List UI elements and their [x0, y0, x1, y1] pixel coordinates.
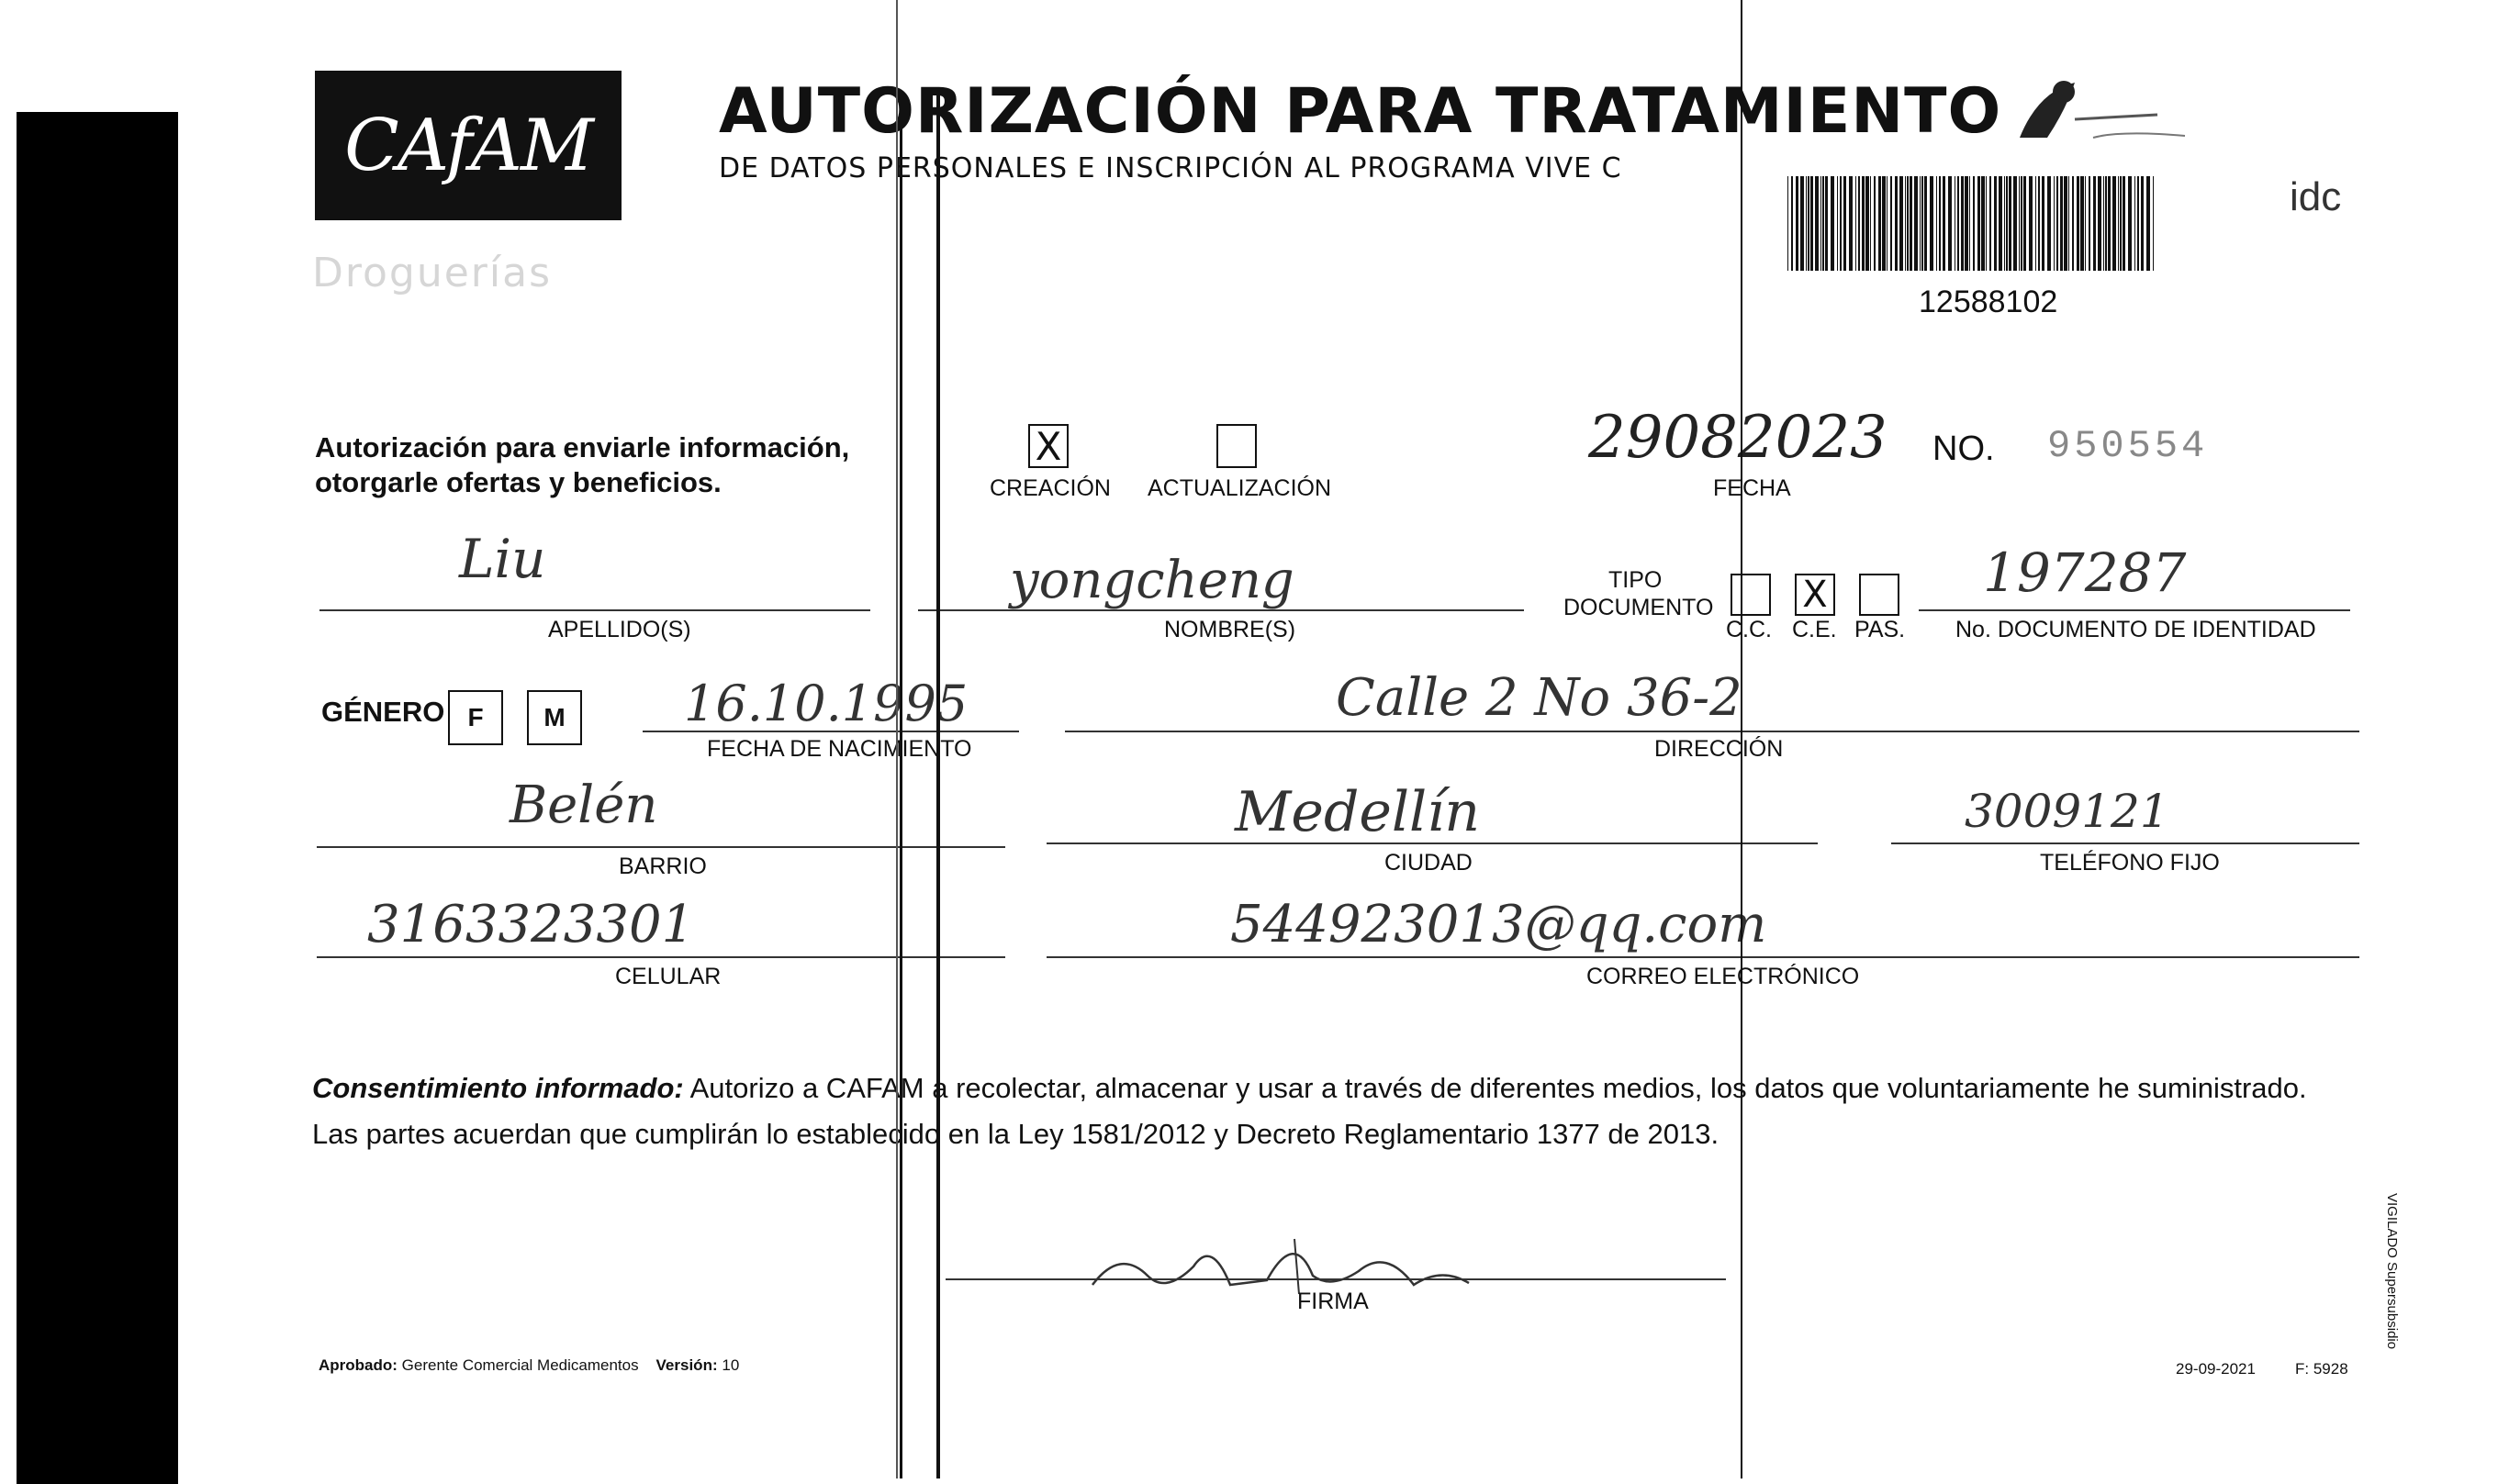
- barcode-bar: [2085, 176, 2086, 271]
- telefono-line: [1891, 842, 2359, 844]
- barcode-bar: [2118, 176, 2119, 271]
- barcode-bar: [1878, 176, 1881, 271]
- barcode-bar: [2009, 176, 2011, 271]
- barcode-bar: [1907, 176, 1909, 271]
- barcode-bar: [2021, 176, 2022, 271]
- barcode-bar: [1810, 176, 1813, 271]
- barcode-bar: [1994, 176, 1997, 271]
- barcode-bar: [2146, 176, 2150, 271]
- barcode-bar: [2068, 176, 2069, 271]
- barcode-bar: [2134, 176, 2135, 271]
- fecha-nacimiento-label: FECHA DE NACIMIENTO: [707, 736, 972, 762]
- barcode-bar: [2056, 176, 2058, 271]
- aprobado-label: Aprobado:: [319, 1356, 398, 1374]
- direccion-value[interactable]: Calle 2 No 36-2: [1336, 668, 1742, 728]
- ciudad-value[interactable]: Medellín: [1235, 780, 1481, 844]
- nombres-value[interactable]: yongcheng: [1010, 551, 1294, 610]
- barcode-bar: [1831, 176, 1834, 271]
- barcode-bar: [2077, 176, 2079, 271]
- telefono-label: TELÉFONO FIJO: [2040, 850, 2220, 876]
- barcode-bar: [1825, 176, 1828, 271]
- barcode-bar: [1930, 176, 1933, 271]
- footer-date: 29-09-2021: [2176, 1360, 2256, 1378]
- barcode-bar: [1815, 176, 1819, 271]
- consent-text-1: Autorizo a CAFAM a recolectar, almacenar y usar a través de diferentes medios, los datos que voluntariamente he suministrado.: [683, 1072, 2307, 1104]
- ce-checkbox[interactable]: [1795, 574, 1835, 616]
- barcode-bar: [2103, 176, 2104, 271]
- apellidos-value[interactable]: Liu: [459, 528, 546, 590]
- creacion-check-mark: X: [1035, 423, 1062, 469]
- correo-line: [1047, 956, 2359, 958]
- direccion-label: DIRECCIÓN: [1654, 736, 1784, 762]
- barcode-bar: [1796, 176, 1798, 271]
- documento-value[interactable]: 197287: [1983, 541, 2187, 604]
- ciudad-label: CIUDAD: [1384, 850, 1473, 876]
- genero-m-label: M: [543, 703, 566, 731]
- corner-text: idc: [2290, 174, 2342, 219]
- barcode-bar: [1905, 176, 1906, 271]
- barcode-bar: [2023, 176, 2026, 271]
- direccion-line: [1065, 731, 2359, 732]
- version-label: Versión:: [655, 1356, 718, 1374]
- vigilado-vertical-text: VIGILADO Supersubsidio: [2384, 1193, 2400, 1350]
- barcode-bar: [2153, 176, 2154, 271]
- barcode-bar: [1858, 176, 1860, 271]
- barcode-bar: [1808, 176, 1809, 271]
- barcode-bar: [2089, 176, 2090, 271]
- scan-line-1: [896, 0, 898, 1478]
- barcode-bar: [1999, 176, 2002, 271]
- barcode-bar: [1977, 176, 1980, 271]
- pas-checkbox[interactable]: [1859, 574, 1899, 616]
- barcode-bar: [1921, 176, 1923, 271]
- no-label: NO.: [1932, 430, 1995, 468]
- telefono-value[interactable]: 3009121: [1965, 785, 2169, 838]
- nombres-label: NOMBRE(S): [1164, 617, 1296, 642]
- actualizacion-label: ACTUALIZACIÓN: [1148, 475, 1332, 501]
- barcode-bar: [2035, 176, 2036, 271]
- barcode-bar: [1837, 176, 1838, 271]
- consent-heading: Consentimiento informado:: [312, 1072, 684, 1104]
- pas-label: PAS.: [1854, 617, 1906, 642]
- barcode-bar: [1865, 176, 1869, 271]
- barcode-bar: [2123, 176, 2125, 271]
- barcode-bar: [1791, 176, 1793, 271]
- actualizacion-checkbox[interactable]: [1216, 424, 1257, 468]
- barcode-bar: [1914, 176, 1918, 271]
- barcode-bar: [1943, 176, 1945, 271]
- barcode-bar: [2060, 176, 2063, 271]
- barcode-bar: [1855, 176, 1856, 271]
- documento-label: No. DOCUMENTO DE IDENTIDAD: [1955, 617, 2316, 642]
- footer-code: F: 5928: [2295, 1360, 2348, 1378]
- correo-label: CORREO ELECTRÓNICO: [1586, 964, 1860, 989]
- scan-line-3: [936, 92, 940, 1478]
- ce-check-mark: X: [1802, 574, 1828, 616]
- barcode-bar: [1822, 176, 1824, 271]
- barcode-bar: [2064, 176, 2067, 271]
- creacion-checkbox[interactable]: [1028, 424, 1069, 468]
- barcode-bar: [2112, 176, 2116, 271]
- barcode-bar: [2072, 176, 2074, 271]
- barcode-bar: [1895, 176, 1898, 271]
- barcode-bar: [1890, 176, 1892, 271]
- barcode-bar: [1800, 176, 1804, 271]
- barcode-bar: [1843, 176, 1846, 271]
- barcode-bar: [1939, 176, 1941, 271]
- nombres-line: [918, 609, 1524, 611]
- barcode-bar: [1882, 176, 1886, 271]
- barcode-bar: [2120, 176, 2122, 271]
- celular-label: CELULAR: [615, 964, 722, 989]
- corner-logo-icon: [2011, 64, 2194, 156]
- cc-checkbox[interactable]: [1731, 574, 1771, 616]
- barcode-bar: [2054, 176, 2055, 271]
- genero-f-label: F: [467, 703, 484, 731]
- barcode-bar: [2137, 176, 2139, 271]
- aprobado-value: Gerente Comercial Medicamentos: [401, 1356, 639, 1374]
- barcode-bar: [1957, 176, 1959, 271]
- barcode-bar: [1849, 176, 1853, 271]
- form-title: AUTORIZACIÓN PARA TRATAMIENTO: [719, 75, 2002, 148]
- tipo-documento-label-2: DOCUMENTO: [1563, 595, 1714, 620]
- authorization-line-1: Autorización para enviarle información,: [315, 431, 850, 463]
- logo-text: CAfAM: [344, 104, 592, 187]
- correo-value[interactable]: 544923013@qq.com: [1230, 895, 1767, 954]
- barcode-bar: [1874, 176, 1876, 271]
- fecha-nacimiento-line: [643, 731, 1019, 732]
- version-value: 10: [722, 1356, 740, 1374]
- tipo-documento-label-1: TIPO: [1608, 567, 1663, 593]
- aprobado-row: [319, 1356, 739, 1375]
- firma-label: FIRMA: [1297, 1289, 1369, 1314]
- barcode-bar: [1936, 176, 1937, 271]
- barrio-value[interactable]: Belén: [510, 775, 658, 835]
- barcode-bar: [2093, 176, 2096, 271]
- firma-line: [946, 1278, 1726, 1280]
- apellidos-label: APELLIDO(S): [548, 617, 691, 642]
- consent-line-1: [312, 1072, 2307, 1105]
- barcode-bar: [1806, 176, 1807, 271]
- creacion-label: CREACIÓN: [990, 475, 1111, 501]
- barcode-bar: [1948, 176, 1952, 271]
- barcode-bar: [1820, 176, 1821, 271]
- barcode-bar: [1910, 176, 1912, 271]
- barcode-bar: [2038, 176, 2040, 271]
- genero-label: GÉNERO: [321, 696, 445, 728]
- barcode-bar: [1920, 176, 1921, 271]
- authorization-line-2: otorgarle ofertas y beneficios.: [315, 466, 722, 498]
- barcode-bar: [2006, 176, 2008, 271]
- apellidos-line: [319, 609, 870, 611]
- barcode-bar: [1969, 176, 1970, 271]
- fecha-label: FECHA: [1713, 475, 1791, 501]
- barcode-bar: [1981, 176, 1985, 271]
- form-subtitle: DE DATOS PERSONALES E INSCRIPCIÓN AL PROGRAMA VIVE C: [719, 152, 1622, 184]
- barcode-bar: [2108, 176, 2111, 271]
- scan-line-4: [1741, 0, 1742, 1478]
- consent-line-2: Las partes acuerdan que cumplirán lo establecido en la Ley 1581/2012 y Decreto Reglamentario 1377 de 2013.: [312, 1118, 1719, 1150]
- cafam-logo: [315, 71, 622, 220]
- ciudad-line: [1047, 842, 1818, 844]
- barcode-bar: [1887, 176, 1888, 271]
- genero-f-checkbox[interactable]: [448, 690, 503, 745]
- cc-label: C.C.: [1726, 617, 1772, 642]
- barcode-bar: [1986, 176, 1987, 271]
- barcode-number: 12588102: [1919, 285, 2058, 319]
- barcode-bar: [2080, 176, 2084, 271]
- barcode-bar: [1862, 176, 1865, 271]
- no-value: 950554: [2047, 424, 2209, 468]
- barcode-bar: [1899, 176, 1903, 271]
- barcode-bar: [2019, 176, 2020, 271]
- barcode-bar: [1840, 176, 1842, 271]
- ce-label: C.E.: [1792, 617, 1837, 642]
- barcode-bar: [1973, 176, 1975, 271]
- documento-line: [1919, 609, 2350, 611]
- barcode: [1787, 176, 2159, 271]
- barcode-bar: [1870, 176, 1871, 271]
- barcode-bar: [1924, 176, 1927, 271]
- barcode-bar: [2128, 176, 2132, 271]
- fecha-value[interactable]: 29082023: [1588, 404, 1888, 472]
- celular-value[interactable]: 3163323301: [367, 895, 695, 954]
- barcode-bar: [1961, 176, 1964, 271]
- genero-m-checkbox[interactable]: [527, 690, 582, 745]
- fecha-nacimiento-value[interactable]: 16.10.1995: [684, 675, 969, 732]
- barcode-bar: [1965, 176, 1968, 271]
- scan-line-2: [900, 92, 902, 1478]
- barcode-bar: [2004, 176, 2005, 271]
- redaction-bar: [17, 112, 178, 1484]
- logo-subtitle: Droguerías: [312, 250, 553, 296]
- barcode-bar: [2013, 176, 2017, 271]
- barcode-bar: [2141, 176, 2144, 271]
- barrio-label: BARRIO: [619, 854, 707, 879]
- barcode-bar: [2098, 176, 2101, 271]
- barcode-bar: [2105, 176, 2107, 271]
- barcode-bar: [1989, 176, 1991, 271]
- barcode-bar: [2047, 176, 2051, 271]
- barcode-bar: [2029, 176, 2033, 271]
- barcode-bar: [2042, 176, 2044, 271]
- barcode-bar: [1787, 176, 1788, 271]
